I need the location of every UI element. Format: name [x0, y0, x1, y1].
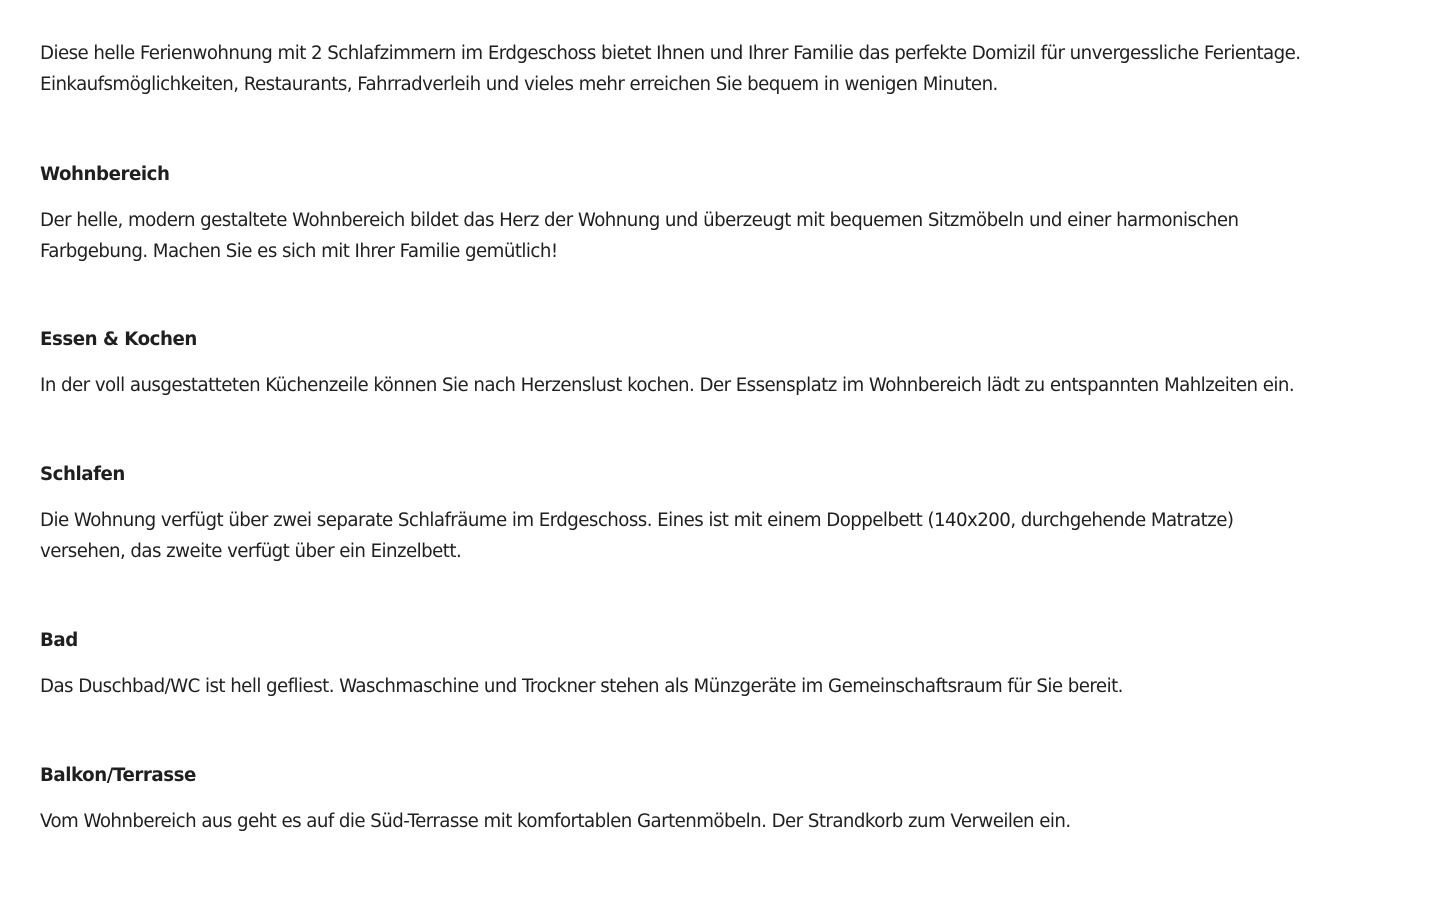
- section-balkon-terrasse: [40, 764, 1410, 837]
- section-line-1: Das Duschbad/WC ist hell gefliest. Waschmaschine und Trockner stehen als Münzgeräte im Gemeinschaftsraum für Sie bereit.: [40, 676, 1123, 697]
- section-bad: [40, 629, 1410, 702]
- section-line-1: Der helle, modern gestaltete Wohnbereich bildet das Herz der Wohnung und überzeugt mit bequemen Sitzmöbeln und einer harmonischen: [40, 210, 1239, 231]
- section-heading: Bad: [40, 630, 78, 651]
- section-essen-kochen: [40, 328, 1410, 401]
- section-heading: Wohnbereich: [40, 164, 170, 185]
- section-wohnbereich: [40, 163, 1410, 267]
- section-paragraph: [40, 505, 1410, 567]
- section-heading: Balkon/Terrasse: [40, 765, 196, 786]
- section-paragraph: [40, 806, 1410, 837]
- section-line-2: Farbgebung. Machen Sie es sich mit Ihrer Familie gemütlich!: [40, 241, 558, 262]
- section-line-2: versehen, das zweite verfügt über ein Einzelbett.: [40, 541, 462, 562]
- section-paragraph: [40, 671, 1410, 702]
- section-line-1: Die Wohnung verfügt über zwei separate Schlafräume im Erdgeschoss. Eines ist mit einem Doppelbett (140x200, durchgehende Matratze): [40, 510, 1234, 531]
- intro-paragraph: [40, 38, 1410, 100]
- section-paragraph: [40, 370, 1410, 401]
- section-heading: Essen & Kochen: [40, 329, 197, 350]
- section-line-1: Vom Wohnbereich aus geht es auf die Süd-Terrasse mit komfortablen Gartenmöbeln. Der Strandkorb zum Verweilen ein.: [40, 811, 1071, 832]
- intro-line-2: Einkaufsmöglichkeiten, Restaurants, Fahrradverleih und vieles mehr erreichen Sie bequem in wenigen Minuten.: [40, 74, 998, 95]
- section-paragraph: [40, 205, 1410, 267]
- section-line-1: In der voll ausgestatteten Küchenzeile können Sie nach Herzenslust kochen. Der Essensplatz im Wohnbereich lädt zu entspannten Mahlzeiten ein.: [40, 375, 1295, 396]
- intro-line-1: Diese helle Ferienwohnung mit 2 Schlafzimmern im Erdgeschoss bietet Ihnen und Ihrer Familie das perfekte Domizil für unvergessliche Ferientage.: [40, 43, 1301, 64]
- section-schlafen: [40, 463, 1410, 567]
- section-heading: Schlafen: [40, 464, 125, 485]
